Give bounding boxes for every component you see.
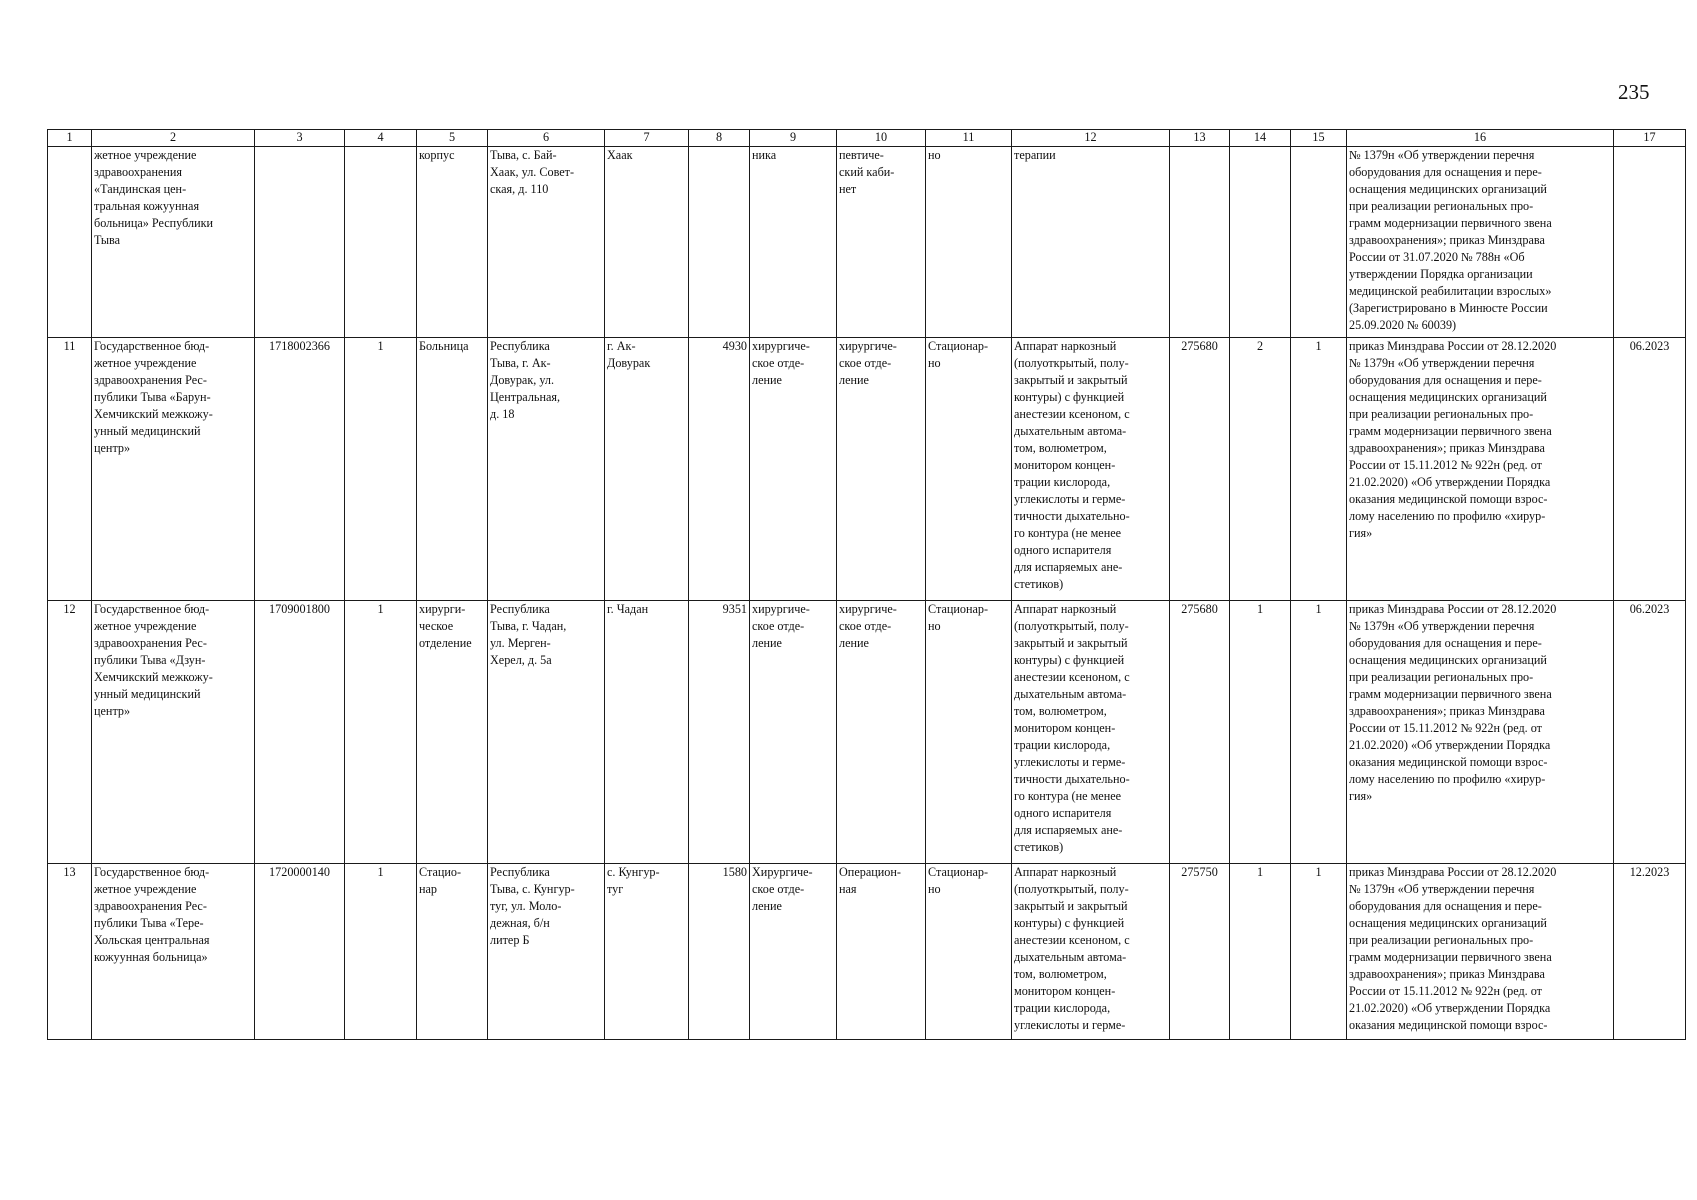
header-cell: 6 <box>488 130 605 147</box>
count-cell: 1 <box>1315 339 1322 353</box>
address-cell: Республика Тыва, с. Кунгур- туг, ул. Моло- дежная, б/н литер Б <box>490 865 575 947</box>
page-number: 235 <box>1618 80 1650 104</box>
care-type-cell: Стационар- но <box>928 865 989 896</box>
header-row <box>48 130 1686 147</box>
header-cell: 16 <box>1347 130 1614 147</box>
address-cell: Тыва, с. Бай- Хаак, ул. Совет- ская, д. 110 <box>490 148 575 196</box>
equipment-cell: Аппарат наркозный (полуоткрытый, полу- закрытый и закрытый контуры) с функцией анестезии ксеноном, с дыхательным автома- том, волюметром, монитором концен- трации кислорода, углекислоты и герме- <box>1014 865 1130 1032</box>
inn-cell: 1718002366 <box>269 339 330 353</box>
address-cell: Республика Тыва, г. Чадан, ул. Мерген- Херел, д. 5а <box>490 602 567 667</box>
date-cell: 12.2023 <box>1629 865 1670 879</box>
unit-cell: хирургиче- ское отде- ление <box>839 339 897 387</box>
inn-cell: 1720000140 <box>269 865 330 879</box>
institution-cell: Государственное бюд- жетное учреждение здравоохранения Рес- публики Тыва «Дзун- Хемчикский межкожу- унный медицинский центр» <box>94 602 213 718</box>
locality-cell: с. Кунгур- туг <box>607 865 660 896</box>
code-cell: 275680 <box>1181 339 1218 353</box>
building-cell: хирурги- ческое отделение <box>419 602 472 650</box>
locality-cell: г. Ак- Довурак <box>607 339 651 370</box>
unit-cell: певтиче- ский каби- нет <box>839 148 895 196</box>
date-cell: 06.2023 <box>1629 602 1670 616</box>
header-cell: 10 <box>837 130 926 147</box>
table-row <box>48 338 1686 601</box>
building-cell: корпус <box>419 148 455 162</box>
quantity-cell: 1 <box>377 865 384 879</box>
unit-cell: Операцион- ная <box>839 865 901 896</box>
legal-basis-cell: приказ Минздрава России от 28.12.2020 № 1379н «Об утверждении перечня оборудования для оснащения и пере- оснащения медицинских организаций при реализации региональных про- грамм модернизации первичного звена здравоохранения»; приказ Минздрава России от 15.11.2012 № 922н (ред. от 21.02.2020) «Об утверждении Порядка оказания медицинской помощи взрос- лому населению по профилю «хирур- гия» <box>1349 602 1557 803</box>
address-cell: Республика Тыва, г. Ак- Довурак, ул. Центральная, д. 18 <box>490 339 561 421</box>
header-cell: 3 <box>255 130 345 147</box>
care-type-cell: Стационар- но <box>928 602 989 633</box>
legal-basis-cell: приказ Минздрава России от 28.12.2020 № 1379н «Об утверждении перечня оборудования для оснащения и пере- оснащения медицинских организаций при реализации региональных про- грамм модернизации первичного звена здравоохранения»; приказ Минздрава России от 15.11.2012 № 922н (ред. от 21.02.2020) «Об утверждении Порядка оказания медицинской помощи взрос- лому населению по профилю «хирур- гия» <box>1349 339 1557 540</box>
legal-basis-cell: приказ Минздрава России от 28.12.2020 № 1379н «Об утверждении перечня оборудования для оснащения и пере- оснащения медицинских организаций при реализации региональных про- грамм модернизации первичного звена здравоохранения»; приказ Минздрава России от 15.11.2012 № 922н (ред. от 21.02.2020) «Об утверждении Порядка оказания медицинской помощи взрос- <box>1349 865 1557 1032</box>
header-cell: 7 <box>605 130 689 147</box>
unit-cell: хирургиче- ское отде- ление <box>839 602 897 650</box>
department-cell: хирургиче- ское отде- ление <box>752 602 810 650</box>
row-number-cell: 12 <box>63 602 76 616</box>
department-cell: хирургиче- ское отде- ление <box>752 339 810 387</box>
row-number-cell: 13 <box>63 865 76 879</box>
equipment-table <box>47 129 1686 1040</box>
department-cell: Хирургиче- ское отде- ление <box>752 865 813 913</box>
code-cell: 275680 <box>1181 602 1218 616</box>
header-cell: 11 <box>926 130 1012 147</box>
count-cell: 2 <box>1256 339 1264 353</box>
header-cell: 8 <box>689 130 750 147</box>
count-cell: 1 <box>1315 602 1322 616</box>
inn-cell: 1709001800 <box>269 602 330 616</box>
population-cell: 9351 <box>722 602 747 616</box>
population-cell: 4930 <box>722 339 747 353</box>
count-cell: 1 <box>1315 865 1322 879</box>
institution-cell: жетное учреждение здравоохранения «Тандинская цен- тральная кожуунная больница» Республики Тыва <box>94 148 214 247</box>
header-cell: 5 <box>417 130 488 147</box>
header-cell: 1 <box>48 130 92 147</box>
building-cell: Стацио- нар <box>419 865 462 896</box>
equipment-cell: Аппарат наркозный (полуоткрытый, полу- закрытый и закрытый контуры) с функцией анестезии ксеноном, с дыхательным автома- том, волюметром, монитором концен- трации кислорода, углекислоты и герме- тичности дыхательно- го контура (не менее одного испарителя для испаряемых ане- стетиков) <box>1014 339 1130 591</box>
row-number-cell: 11 <box>63 339 76 353</box>
care-type-cell: Стационар- но <box>928 339 989 370</box>
count-cell: 1 <box>1256 865 1264 879</box>
locality-cell: г. Чадан <box>607 602 649 616</box>
building-cell: Больница <box>419 339 469 353</box>
code-cell: 275750 <box>1181 865 1218 879</box>
care-type-cell: но <box>928 148 941 162</box>
locality-cell: Хаак <box>607 148 633 162</box>
population-cell: 1580 <box>722 865 747 879</box>
equipment-cell: терапии <box>1014 148 1056 162</box>
header-cell: 12 <box>1012 130 1170 147</box>
header-cell: 4 <box>345 130 417 147</box>
institution-cell: Государственное бюд- жетное учреждение здравоохранения Рес- публики Тыва «Тере- Хольская центральная кожуунная больница» <box>94 865 210 964</box>
department-cell: ника <box>752 148 777 162</box>
table-row <box>48 864 1686 1040</box>
header-cell: 13 <box>1170 130 1230 147</box>
quantity-cell: 1 <box>377 339 384 353</box>
table-row <box>48 601 1686 864</box>
institution-cell: Государственное бюд- жетное учреждение здравоохранения Рес- публики Тыва «Барун- Хемчикский межкожу- унный медицинский центр» <box>94 339 213 455</box>
header-cell: 14 <box>1230 130 1291 147</box>
header-cell: 2 <box>92 130 255 147</box>
count-cell: 1 <box>1256 602 1264 616</box>
header-cell: 17 <box>1614 130 1686 147</box>
quantity-cell: 1 <box>377 602 384 616</box>
header-cell: 9 <box>750 130 837 147</box>
equipment-cell: Аппарат наркозный (полуоткрытый, полу- закрытый и закрытый контуры) с функцией анестезии ксеноном, с дыхательным автома- том, волюметром, монитором концен- трации кислорода, углекислоты и герме- тичности дыхательно- го контура (не менее одного испарителя для испаряемых ане- стетиков) <box>1014 602 1130 854</box>
header-cell: 15 <box>1291 130 1347 147</box>
table-row <box>48 147 1686 338</box>
legal-basis-cell: № 1379н «Об утверждении перечня оборудования для оснащения и пере- оснащения медицинских организаций при реализации региональных про- грамм модернизации первичного звена здравоохранения»; приказ Минздрава России от 31.07.2020 № 788н «Об утверждении Порядка организации медицинской реабилитации взрослых» (Зарегистрировано в Минюсте России 25.09.2020 № 60039) <box>1349 148 1552 332</box>
date-cell: 06.2023 <box>1629 339 1670 353</box>
